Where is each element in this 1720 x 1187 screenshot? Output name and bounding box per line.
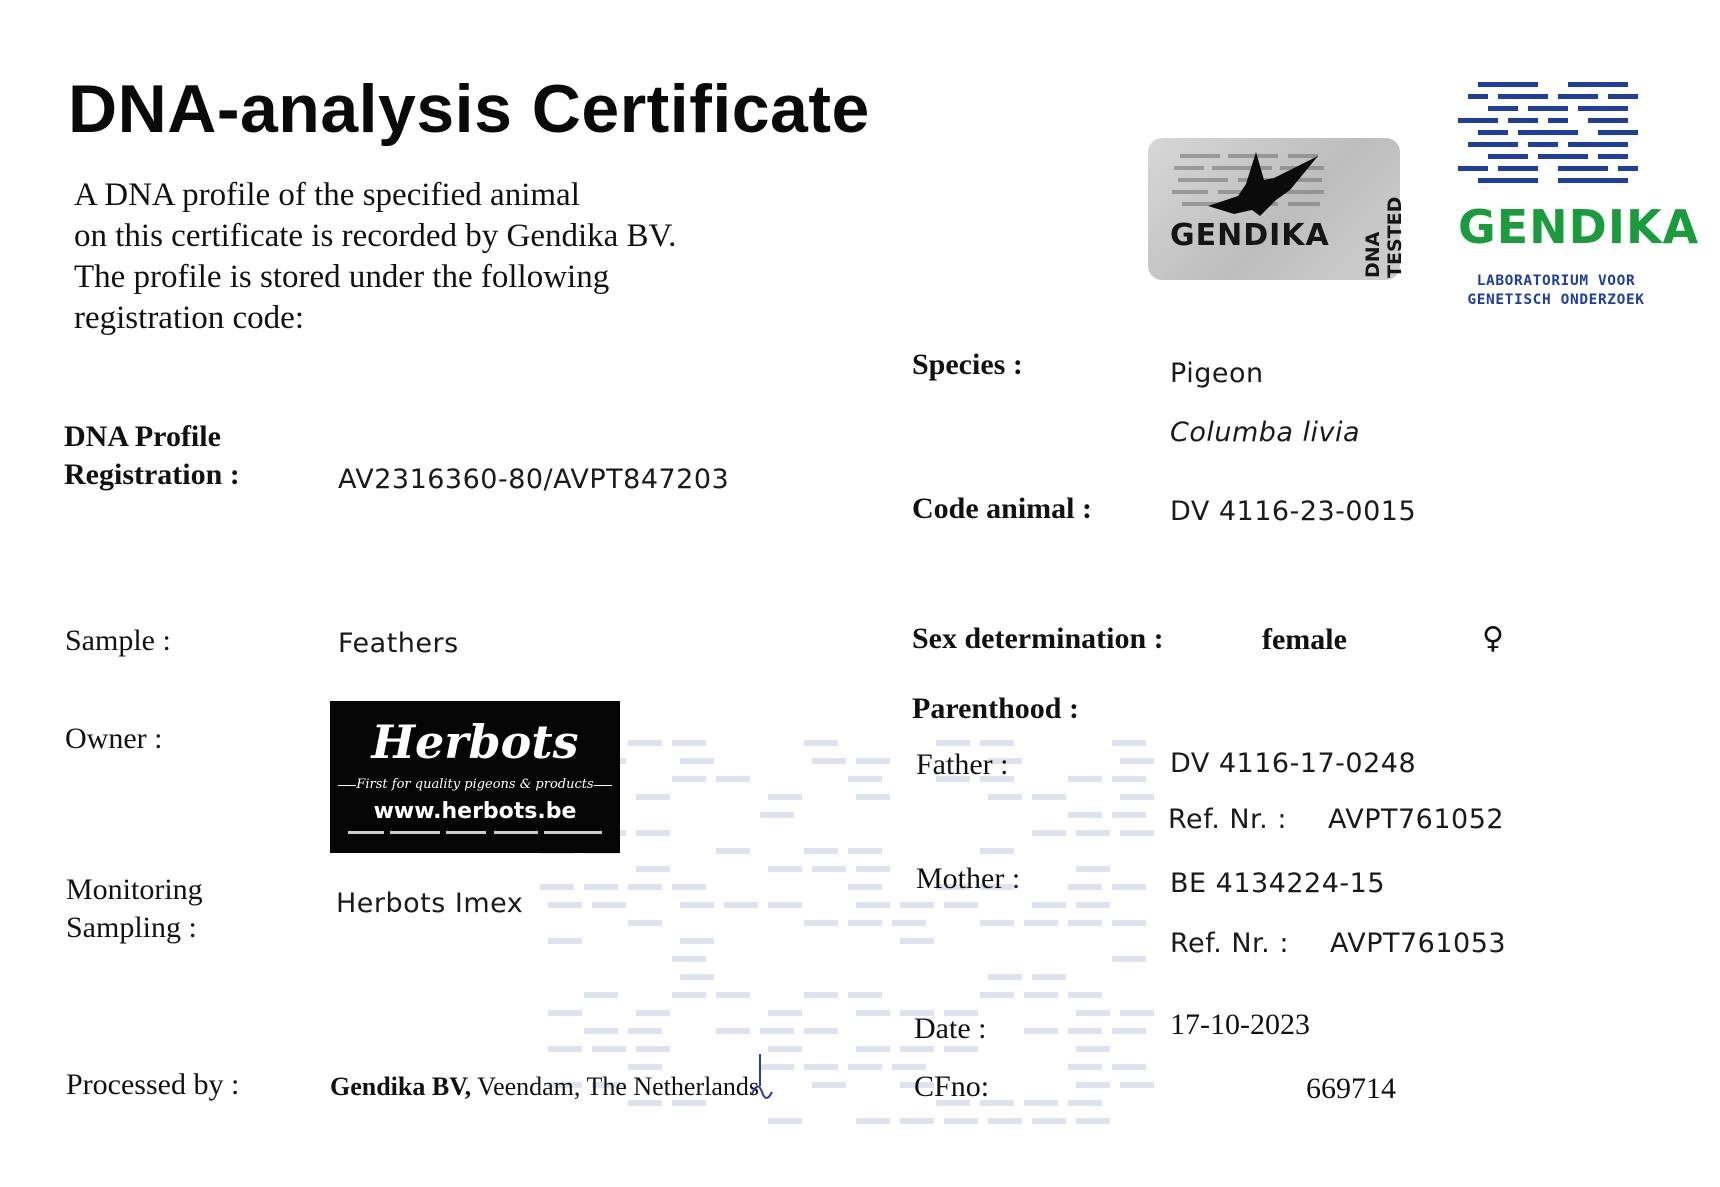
dna-registration-label: Registration :: [64, 458, 240, 491]
sample-label: Sample :: [65, 624, 171, 657]
processed-value: [330, 1072, 759, 1102]
species-latin: Columba livia: [1170, 417, 1361, 448]
date-label: Date :: [914, 1012, 987, 1045]
signature-icon: [748, 1052, 788, 1100]
cfno-label: CFno:: [914, 1070, 990, 1103]
certificate-title: DNA-analysis Certificate: [68, 71, 870, 147]
badge-vertical-text: DNA TESTED: [1362, 196, 1406, 278]
intro-line: registration code:: [74, 300, 305, 336]
code-animal-label: Code animal :: [912, 492, 1092, 525]
code-animal-value: DV 4116-23-0015: [1170, 496, 1417, 527]
intro-line: on this certificate is recorded by Gendika BV.: [74, 218, 677, 254]
badge-word: GENDIKA: [1170, 218, 1330, 253]
sex-value: female: [1262, 623, 1347, 656]
sample-value: Feathers: [338, 628, 459, 659]
divider: [594, 785, 612, 786]
dna-registration-value: AV2316360-80/AVPT847203: [338, 464, 730, 495]
logo-subtitle-line: GENETISCH ONDERZOEK: [1467, 292, 1645, 308]
species-label: Species :: [912, 348, 1023, 381]
intro-line: The profile is stored under the following: [74, 259, 610, 295]
father-ref-label: Ref. Nr. :: [1168, 804, 1287, 835]
bird-icon: [1168, 144, 1338, 224]
owner-label: Owner :: [65, 722, 163, 755]
herbots-logo: [330, 701, 620, 853]
parenthood-label: Parenthood :: [912, 692, 1079, 725]
intro-text: [74, 175, 794, 339]
cfno-value: 669714: [1306, 1072, 1396, 1105]
processed-label: Processed by :: [66, 1068, 240, 1101]
monitoring-value: Herbots Imex: [336, 888, 524, 919]
father-value: DV 4116-17-0248: [1170, 748, 1417, 779]
mother-ref-label: Ref. Nr. :: [1170, 928, 1289, 959]
intro-line: A DNA profile of the specified animal: [74, 177, 580, 213]
female-symbol-icon: ♀: [1482, 621, 1504, 656]
logo-subtitle-line: LABORATORIUM VOOR: [1476, 273, 1636, 289]
sex-label: Sex determination :: [912, 622, 1164, 655]
sampling-label: Sampling :: [66, 911, 197, 944]
herbots-slogan: First for quality pigeons & products: [356, 777, 594, 792]
monitoring-label: Monitoring: [66, 873, 203, 906]
herbots-address-scribble: [348, 829, 602, 837]
species-value: Pigeon: [1170, 358, 1264, 389]
mother-label: Mother :: [916, 862, 1021, 895]
mother-ref-value: AVPT761053: [1330, 928, 1507, 959]
father-ref-value: AVPT761052: [1328, 804, 1505, 835]
processed-company: Gendika BV,: [330, 1072, 472, 1101]
father-label: Father :: [916, 748, 1009, 781]
dna-profile-label: DNA Profile: [64, 420, 221, 453]
gendika-logo-subtitle: [1458, 272, 1654, 310]
herbots-url: www.herbots.be: [373, 799, 577, 824]
gendika-gk-icon: [1458, 78, 1650, 190]
dna-tested-badge: [1148, 138, 1406, 280]
mother-value: BE 4134224-15: [1170, 868, 1386, 899]
date-value: 17-10-2023: [1170, 1008, 1310, 1041]
gendika-logo-name: GENDIKA: [1458, 200, 1700, 254]
herbots-name: Herbots: [371, 715, 579, 769]
processed-location: Veendam, The Netherlands: [471, 1072, 759, 1101]
